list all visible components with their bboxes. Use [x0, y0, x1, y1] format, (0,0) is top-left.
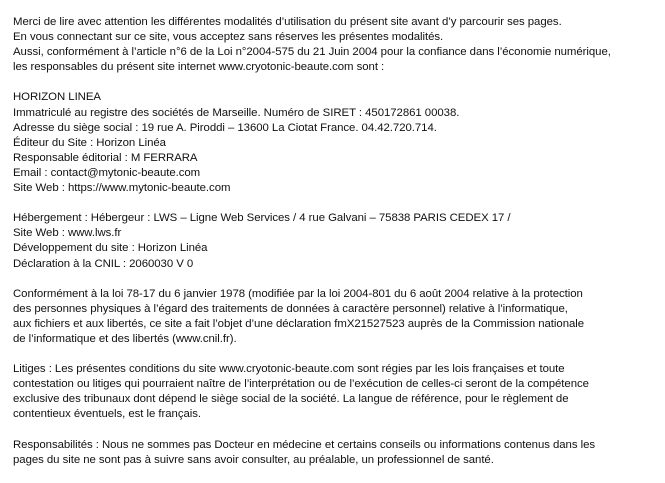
litiges-paragraph — [13, 362, 658, 422]
text-line: aux fichiers et aux libertés, ce site a fait l’objet d’une déclaration fmX21527523 auprès de la Commission nationale — [13, 317, 585, 330]
text-line: Développement du site : Horizon Linéa — [13, 242, 208, 255]
text-line: Déclaration à la CNIL : 2060030 V 0 — [13, 257, 194, 270]
intro-paragraph — [13, 15, 658, 75]
legal-notice-document — [13, 15, 658, 483]
text-line: Responsabilités : Nous ne sommes pas Docteur en médecine et certains conseils ou informations contenus dans les — [13, 438, 596, 451]
text-line: Adresse du siège social : 19 rue A. Piroddi – 13600 La Ciotat France. 04.42.720.714. — [13, 121, 437, 134]
text-line: HORIZON LINEA — [13, 91, 101, 104]
text-line: exclusive des tribunaux dont dépend le siège social de la société. La langue de référence, pour le règlement de — [13, 393, 569, 406]
text-line: Merci de lire avec attention les différentes modalités d’utilisation du présent site avant d’y parcourir ses pages. — [13, 16, 562, 28]
text-line: Conformément à la loi 78-17 du 6 janvier 1978 (modifiée par la loi 2004-801 du 6 août 2004 relative à la protection — [13, 287, 583, 300]
text-line: pages du site ne sont pas à suivre sans avoir consulter, au préalable, un professionnel de santé. — [13, 453, 494, 466]
hosting-info — [13, 211, 658, 271]
text-line: Hébergement : Hébergeur : LWS – Ligne Web Services / 4 rue Galvani – 75838 PARIS CEDEX 17 / — [13, 212, 511, 225]
text-line: Site Web : https://www.mytonic-beaute.com — [13, 182, 231, 195]
text-line: Immatriculé au registre des sociétés de Marseille. Numéro de SIRET : 450172861 00038. — [13, 106, 460, 119]
text-line: Responsable éditorial : M FERRARA — [13, 151, 198, 164]
text-line: les responsables du présent site internet www.cryotonic-beaute.com sont : — [13, 61, 385, 74]
text-line: Éditeur du Site : Horizon Linéa — [13, 136, 166, 149]
text-line: Litiges : Les présentes conditions du site www.cryotonic-beaute.com sont régies par les lois françaises et toute — [13, 363, 565, 376]
editor-info — [13, 90, 658, 196]
responsabilites-paragraph — [13, 438, 658, 468]
text-line: En vous connectant sur ce site, vous acceptez sans réserves les présentes modalités. — [13, 31, 444, 44]
text-line: contentieux éventuels, est le français. — [13, 408, 202, 421]
text-line: de l’informatique et des libertés (www.cnil.fr). — [13, 332, 237, 345]
text-line: Site Web : www.lws.fr — [13, 227, 122, 240]
text-line: contestation ou litiges qui pourraient naître de l’interprétation ou de l’exécution de celles-ci seront de la compétence — [13, 378, 589, 391]
text-line: Email : contact@mytonic-beaute.com — [13, 166, 201, 179]
cnil-paragraph — [13, 287, 658, 347]
text-line: Aussi, conformément à l’article n°6 de la Loi n°2004-575 du 21 Juin 2004 pour la confiance dans l’économie numérique, — [13, 46, 611, 59]
text-line: des personnes physiques à l’égard des traitements de données à caractère personnel) relative à l’informatique, — [13, 302, 568, 315]
